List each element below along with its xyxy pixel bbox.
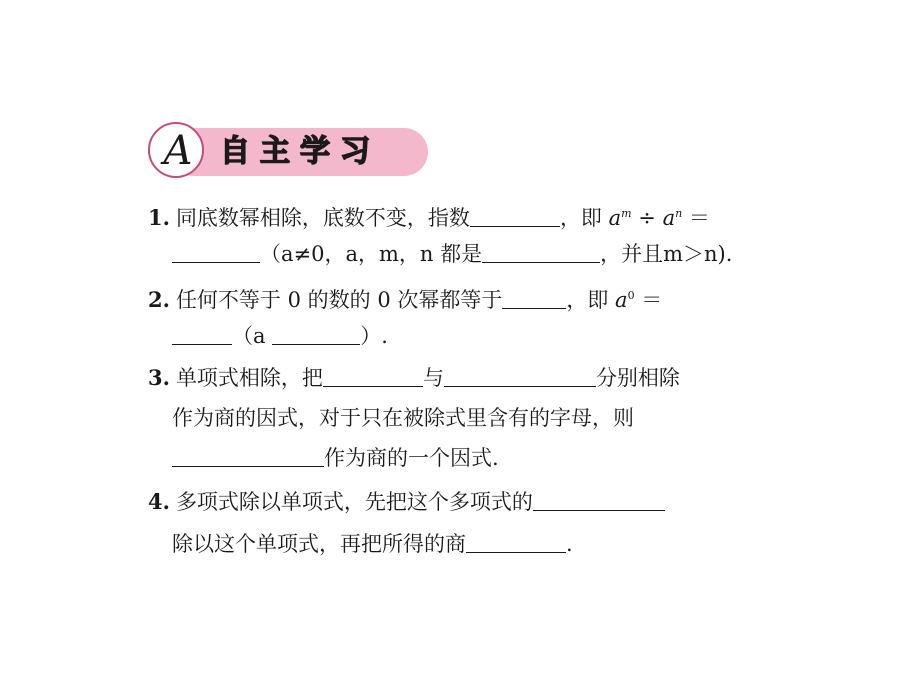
question-3-line-1: [148, 364, 680, 392]
question-text: 分别相除: [595, 366, 680, 390]
question-4-line-1: [148, 488, 665, 516]
answer-blank[interactable]: [466, 532, 566, 553]
question-3-line-2: [172, 404, 634, 432]
answer-blank[interactable]: [533, 490, 665, 511]
math-exponent: m: [621, 207, 632, 220]
question-text: 单项式相除，把: [175, 366, 323, 390]
question-text: ）.: [360, 324, 388, 348]
question-number: 1.: [148, 205, 170, 230]
divide-sign: ÷: [638, 206, 656, 230]
question-number: 3.: [148, 365, 170, 390]
answer-blank[interactable]: [172, 324, 232, 345]
answer-blank[interactable]: [272, 324, 360, 345]
answer-blank[interactable]: [444, 366, 596, 387]
math-exponent: 0: [627, 289, 635, 302]
question-2-line-1: [148, 282, 662, 314]
section-header: [148, 122, 430, 182]
question-text: （a≠0，a，m，n 都是: [260, 242, 483, 266]
question-text: ，即: [559, 206, 602, 230]
answer-blank[interactable]: [172, 446, 324, 467]
question-text: .: [566, 532, 573, 556]
question-text: ，并且m＞n).: [600, 242, 733, 266]
question-number: 2.: [148, 287, 170, 312]
question-text: 作为商的一个因式.: [324, 446, 499, 470]
math-var: a: [608, 206, 622, 230]
math-exponent: n: [675, 207, 683, 220]
question-text: 任何不等于 0 的数的 0 次幂都等于: [175, 288, 503, 312]
answer-blank[interactable]: [482, 242, 600, 263]
math-var: a: [615, 288, 628, 312]
question-text: 与: [422, 366, 444, 390]
question-3-line-3: [172, 444, 499, 472]
question-2-line-2: [172, 322, 388, 350]
math-var: a: [662, 206, 676, 230]
question-text: 多项式除以单项式，先把这个多项式的: [175, 490, 533, 514]
answer-blank[interactable]: [172, 242, 260, 263]
question-text: 除以这个单项式，再把所得的商: [172, 532, 466, 556]
section-title: 自主学习: [220, 134, 380, 169]
question-1-line-2: [172, 240, 732, 268]
section-badge: [148, 122, 204, 178]
answer-blank[interactable]: [470, 206, 560, 227]
question-text: 作为商的因式，对于只在被除式里含有的字母，则: [172, 406, 634, 430]
section-letter: A: [163, 128, 193, 174]
equals-sign: ＝: [641, 288, 663, 312]
question-text: 同底数幂相除，底数不变，指数: [175, 206, 470, 230]
answer-blank[interactable]: [323, 366, 423, 387]
equals-sign: ＝: [688, 206, 710, 230]
question-text: ，即: [566, 288, 609, 312]
question-text: （a: [232, 324, 266, 348]
question-4-line-2: [172, 530, 573, 558]
question-number: 4.: [148, 489, 170, 514]
question-1-line-1: [148, 200, 710, 232]
answer-blank[interactable]: [502, 288, 566, 309]
